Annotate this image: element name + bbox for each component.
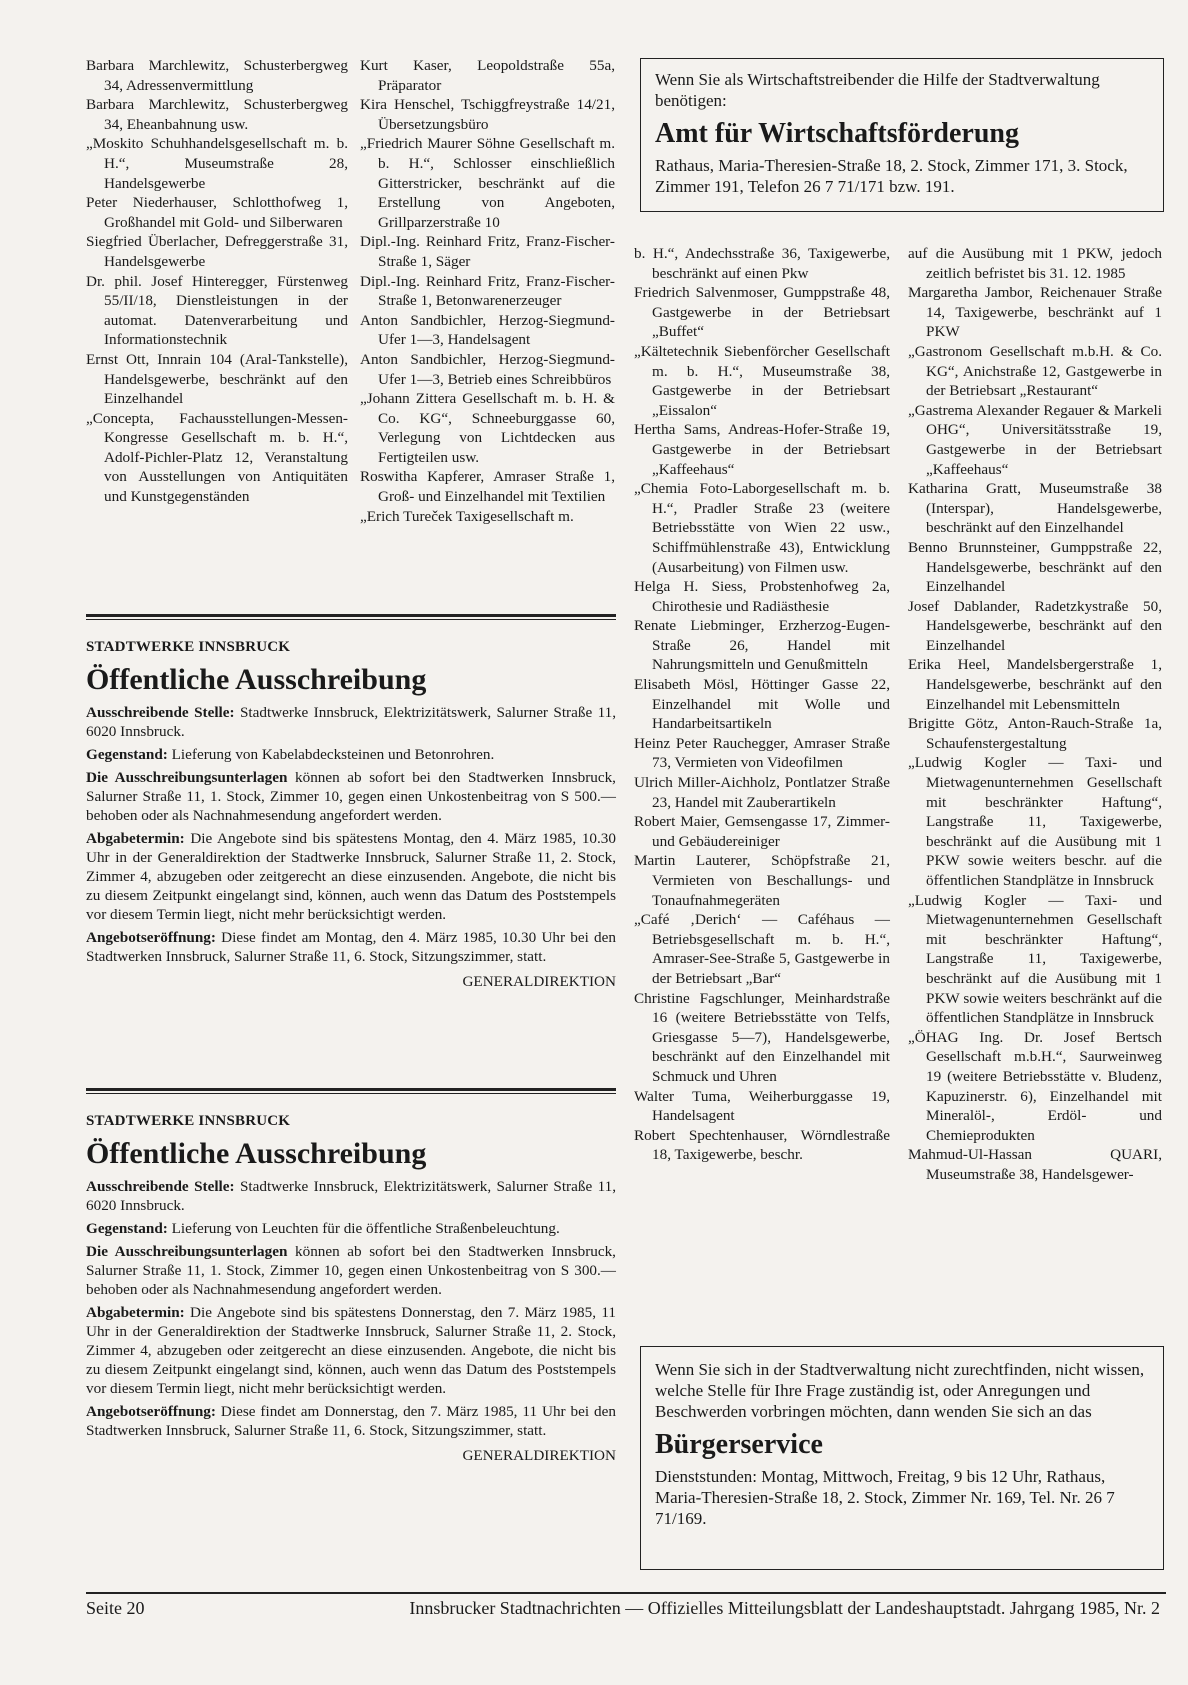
- tender-signature: GENERALDIREKTION: [462, 1447, 616, 1464]
- tender-paragraph: Ausschreibende Stelle: Stadtwerke Innsbruck, Elektrizitätswerk, Salurner Straße 11, 6020 Innsbruck.: [86, 704, 617, 740]
- list-item: „ÖHAG Ing. Dr. Josef Bertsch Gesellschaft m.b.H.“, Saurweinweg 19 (weitere Betriebsstätte v. Bludenz, Kapuzinerstr. 6), Einzelhandel mit Mineralöl-, Erdöl- und Chemieprodukten: [908, 1028, 1162, 1144]
- list-item: „Ludwig Kogler — Taxi- und Mietwagenunternehmen Gesellschaft mit beschränkter Haftung“, Langstraße 11, Taxigewerbe, beschränkt auf die Ausübung mit 1 PKW sowie weiters beschr. auf die öffentlichen Standplätze in Innsbruck: [908, 754, 1162, 889]
- list-item: Roswitha Kapferer, Amraser Straße 1, Groß- und Einzelhandel mit Textilien: [360, 468, 615, 506]
- tender-paragraph: Angebotseröffnung: Diese findet am Donnerstag, den 7. März 1985, 11 Uhr bei den Stadtwerken Innsbruck, Salurner Straße 11, 6. Stock, Sitzungszimmer, statt.: [86, 1403, 616, 1439]
- list-item: b. H.“, Andechsstraße 36, Taxigewerbe, beschränkt auf einen Pkw: [634, 245, 890, 282]
- list-item: „Chemia Foto-Laborgesellschaft m. b. H.“, Pradler Straße 23 (weitere Betriebsstätte von Wien 22 usw., Schiffmühlenstraße 43), Entwicklung (Ausarbeitung) von Filmen usw.: [634, 480, 890, 576]
- info-box-title: Amt für Wirtschaftsförderung: [655, 118, 1019, 149]
- list-item: Ulrich Miller-Aichholz, Pontlatzer Straße 23, Handel mit Zauberartikeln: [634, 774, 890, 811]
- list-column-c: [634, 244, 890, 1165]
- publication-line: Innsbrucker Stadtnachrichten — Offizielles Mitteilungsblatt der Landeshauptstadt. Jahrgang 1985, Nr. 2: [409, 1598, 1160, 1618]
- tender-paragraph: Angebotseröffnung: Diese findet am Montag, den 4. März 1985, 10.30 Uhr bei den Stadtwerken Innsbruck, Salurner Straße 11, 6. Stock, Sitzungszimmer, statt.: [86, 929, 616, 965]
- list-column-d: [908, 244, 1162, 1185]
- list-item: Friedrich Salvenmoser, Gumppstraße 48, Gastgewerbe in der Betriebsart „Buffet“: [634, 284, 890, 341]
- list-item: Christine Fagschlunger, Meinhardstraße 16 (weitere Betriebsstätte von Telfs, Griesgasse 5—7), Handelsgewerbe, beschränkt auf den Einzelhandel mit Schmuck und Uhren: [634, 989, 890, 1085]
- info-box-buergerservice: [640, 1346, 1164, 1570]
- tender-org: STADTWERKE INNSBRUCK: [86, 1113, 291, 1129]
- list-item: Katharina Gratt, Museumstraße 38 (Interspar), Handelsgewerbe, beschränkt auf den Einzelhandel: [908, 480, 1162, 537]
- footer-divider: [86, 1592, 1166, 1594]
- tender-paragraph: Gegenstand: Lieferung von Leuchten für die öffentliche Straßenbeleuchtung.: [86, 1220, 560, 1237]
- list-item: Peter Niederhauser, Schlotthofweg 1, Großhandel mit Gold- und Silberwaren: [86, 194, 348, 231]
- tender-signature: GENERALDIREKTION: [462, 973, 616, 990]
- list-item: Renate Liebminger, Erzherzog-Eugen-Straße 26, Handel mit Nahrungsmitteln und Genußmitteln: [634, 617, 890, 674]
- info-box-wirtschaftsfoerderung: [640, 58, 1164, 212]
- info-box-title: Bürgerservice: [655, 1429, 823, 1460]
- list-item: „Erich Tureček Taxigesellschaft m.: [360, 507, 574, 525]
- list-item: Dipl.-Ing. Reinhard Fritz, Franz-Fischer-Straße 1, Säger: [360, 233, 615, 270]
- page-number: Seite 20: [86, 1598, 145, 1618]
- tender-paragraph: Abgabetermin: Die Angebote sind bis spätestens Donnerstag, den 7. März 1985, 11 Uhr in der Generaldirektion der Stadtwerke Innsbruck, Salurner Straße 11, 2. Stock, Zimmer 4, abzugeben oder zeitgerecht an diese einzusenden. Angebote, die nicht bis zu diesem Zeitpunkt eingelangt sind, können, auch wenn das Datum des Poststempels vor diesem Termin liegt, nicht mehr berücksichtigt werden.: [86, 1304, 616, 1397]
- list-item: Barbara Marchlewitz, Schusterbergweg 34, Adressenvermittlung: [86, 57, 348, 94]
- list-item: „Kältetechnik Siebenförcher Gesellschaft m. b. H.“, Museumstraße 38, Gastgewerbe in der Betriebsart „Eissalon“: [634, 342, 890, 419]
- tender-paragraph: Die Ausschreibungsunterlagen können ab sofort bei den Stadtwerken Innsbruck, Salurner Straße 11, 1. Stock, Zimmer 10, gegen einen Unkostenbeitrag von S 300.— behoben oder als Nachnahmesendung angefordert werden.: [86, 1243, 616, 1298]
- list-item: Mahmud-Ul-Hassan QUARI, Museumstraße 38, Handelsgewer-: [908, 1146, 1162, 1183]
- list-column-b: [360, 56, 615, 526]
- list-item: „Concepta, Fachausstellungen-Messen-Kongresse Gesellschaft m. b. H.“, Adolf-Pichler-Platz 12, Veranstaltung von Ausstellungen von Antiquitäten und Kunstgegenständen: [86, 409, 348, 506]
- list-item: „Johann Zittera Gesellschaft m. b. H. & Co. KG“, Schneeburggasse 60, Verlegung von Lichtdecken aus Fertigteilen usw.: [360, 390, 615, 466]
- tender-paragraph: Die Ausschreibungsunterlagen können ab sofort bei den Stadtwerken Innsbruck, Salurner Straße 11, 1. Stock, Zimmer 10, gegen einen Unkostenbeitrag von S 500.— behoben oder als Nachnahmesendung angefordert werden.: [86, 769, 616, 824]
- list-item: Benno Brunnsteiner, Gumppstraße 22, Handelsgewerbe, beschränkt auf den Einzelhandel: [908, 538, 1162, 596]
- tender-paragraph: Ausschreibende Stelle: Stadtwerke Innsbruck, Elektrizitätswerk, Salurner Straße 11, 6020 Innsbruck.: [86, 1178, 617, 1214]
- list-item: Brigitte Götz, Anton-Rauch-Straße 1a, Schaufenstergestaltung: [908, 715, 1162, 752]
- list-item: Kira Henschel, Tschiggfreystraße 14/21, Übersetzungsbüro: [360, 96, 615, 133]
- list-item: „Friedrich Maurer Söhne Gesellschaft m. b. H.“, Schlosser einschließlich Gitterstricker, beschränkt auf die Erstellung von Angeboten, Grillparzerstraße 10: [360, 135, 615, 231]
- list-item: Robert Spechtenhauser, Wörndlestraße 18, Taxigewerbe, beschr.: [634, 1126, 890, 1164]
- list-item: Dr. phil. Josef Hinteregger, Fürstenweg 55/II/18, Dienstleistungen in der automat. Datenverarbeitung und Informationstechnik: [86, 272, 348, 349]
- tender-paragraph: Abgabetermin: Die Angebote sind bis spätestens Montag, den 4. März 1985, 10.30 Uhr in der Generaldirektion der Stadtwerke Innsbruck, Salurner Straße 11, 2. Stock, Zimmer 4, abzugeben oder zeitgerecht an diese einzusenden. Angebote, die nicht bis zu diesem Zeitpunkt eingelangt sind, können, auch wenn das Datum des Poststempels vor diesem Termin liegt, nicht mehr berücksichtigt werden.: [86, 830, 616, 923]
- list-item: Elisabeth Mösl, Höttinger Gasse 22, Einzelhandel mit Wolle und Handarbeitsartikeln: [634, 676, 890, 733]
- list-column-a: [86, 56, 348, 507]
- list-item: „Ludwig Kogler — Taxi- und Mietwagenunternehmen Gesellschaft mit beschränkter Haftung“, Langstraße 11, Taxigewerbe, beschränkt auf die Ausübung mit 1 PKW sowie weiters beschränkt auf die öffentlichen Standplätze in Innsbruck: [908, 891, 1162, 1027]
- tender-title: Öffentliche Ausschreibung: [86, 663, 427, 696]
- list-item: Kurt Kaser, Leopoldstraße 55a, Präparator: [360, 57, 615, 94]
- list-item: Anton Sandbichler, Herzog-Siegmund-Ufer 1—3, Betrieb eines Schreibbüros: [360, 350, 615, 388]
- list-item: Walter Tuma, Weiherburggasse 19, Handelsagent: [634, 1087, 890, 1125]
- info-box-intro: Wenn Sie sich in der Stadtverwaltung nicht zurechtfinden, nicht wissen, welche Stelle für Ihre Frage zuständig ist, oder Anregungen und Beschwerden vorbringen möchten, dann wenden Sie sich an das: [655, 1360, 1145, 1421]
- section-divider: [86, 1088, 616, 1091]
- list-item: Anton Sandbichler, Herzog-Siegmund-Ufer 1—3, Handelsagent: [360, 311, 615, 349]
- list-item: auf die Ausübung mit 1 PKW, jedoch zeitlich befristet bis 31. 12. 1985: [908, 245, 1162, 282]
- list-item: Robert Maier, Gemsengasse 17, Zimmer- und Gebäudereiniger: [634, 813, 890, 850]
- list-item: „Gastronom Gesellschaft m.b.H. & Co. KG“, Anichstraße 12, Gastgewerbe in der Betriebsart „Restaurant“: [908, 342, 1162, 400]
- tender-title: Öffentliche Ausschreibung: [86, 1137, 427, 1170]
- list-item: Barbara Marchlewitz, Schusterbergweg 34, Eheanbahnung usw.: [86, 96, 348, 133]
- list-item: „Moskito Schuhhandelsgesellschaft m. b. H.“, Museumstraße 28, Handelsgewerbe: [86, 135, 348, 192]
- list-item: „Café ‚Derich‘ — Caféhaus — Betriebsgesellschaft m. b. H.“, Amraser-See-Straße 5, Gastgewerbe in der Betriebsart „Bar“: [634, 911, 890, 987]
- tender-org: STADTWERKE INNSBRUCK: [86, 639, 291, 655]
- list-item: Margaretha Jambor, Reichenauer Straße 14, Taxigewerbe, beschränkt auf 1 PKW: [908, 284, 1162, 341]
- tender-section-2: [86, 1112, 616, 1465]
- list-item: Dipl.-Ing. Reinhard Fritz, Franz-Fischer-Straße 1, Betonwarenerzeuger: [360, 272, 615, 310]
- list-item: „Gastrema Alexander Regauer & Markeli OHG“, Universitätsstraße 19, Gastgewerbe in der Betriebsart „Kaffeehaus“: [908, 401, 1162, 478]
- info-box-text: Rathaus, Maria-Theresien-Straße 18, 2. Stock, Zimmer 171, 3. Stock, Zimmer 191, Telefon 26 7 71/171 bzw. 191.: [655, 156, 1128, 196]
- info-box-intro: Wenn Sie als Wirtschaftstreibender die Hilfe der Stadtverwaltung benötigen:: [655, 70, 1100, 110]
- info-box-text: Dienststunden: Montag, Mittwoch, Freitag, 9 bis 12 Uhr, Rathaus, Maria-Theresien-Straße 18, 2. Stock, Zimmer Nr. 169, Tel. Nr. 26 7 71/169.: [655, 1467, 1115, 1528]
- list-item: Heinz Peter Rauchegger, Amraser Straße 73, Vermieten von Videofilmen: [634, 734, 890, 772]
- list-item: Josef Dablander, Radetzkystraße 50, Handelsgewerbe, beschränkt auf den Einzelhandel: [908, 597, 1162, 654]
- list-item: Ernst Ott, Innrain 104 (Aral-Tankstelle), Handelsgewerbe, beschränkt auf den Einzelhandel: [86, 350, 348, 408]
- list-item: Hertha Sams, Andreas-Hofer-Straße 19, Gastgewerbe in der Betriebsart „Kaffeehaus“: [634, 421, 890, 478]
- list-item: Erika Heel, Mandelsbergerstraße 1, Handelsgewerbe, beschränkt auf den Einzelhandel mit Lebensmitteln: [908, 656, 1162, 713]
- list-item: Martin Lauterer, Schöpfstraße 21, Vermieten von Beschallungs- und Tonaufnahmegeräten: [634, 852, 890, 909]
- list-item: Helga H. Siess, Probstenhofweg 2a, Chirothesie und Radiästhesie: [634, 578, 890, 615]
- list-item: Siegfried Überlacher, Defreggerstraße 31, Handelsgewerbe: [86, 233, 348, 270]
- section-divider: [86, 614, 616, 617]
- tender-section-1: [86, 638, 616, 991]
- tender-paragraph: Gegenstand: Lieferung von Kabelabdecksteinen und Betonrohren.: [86, 746, 495, 763]
